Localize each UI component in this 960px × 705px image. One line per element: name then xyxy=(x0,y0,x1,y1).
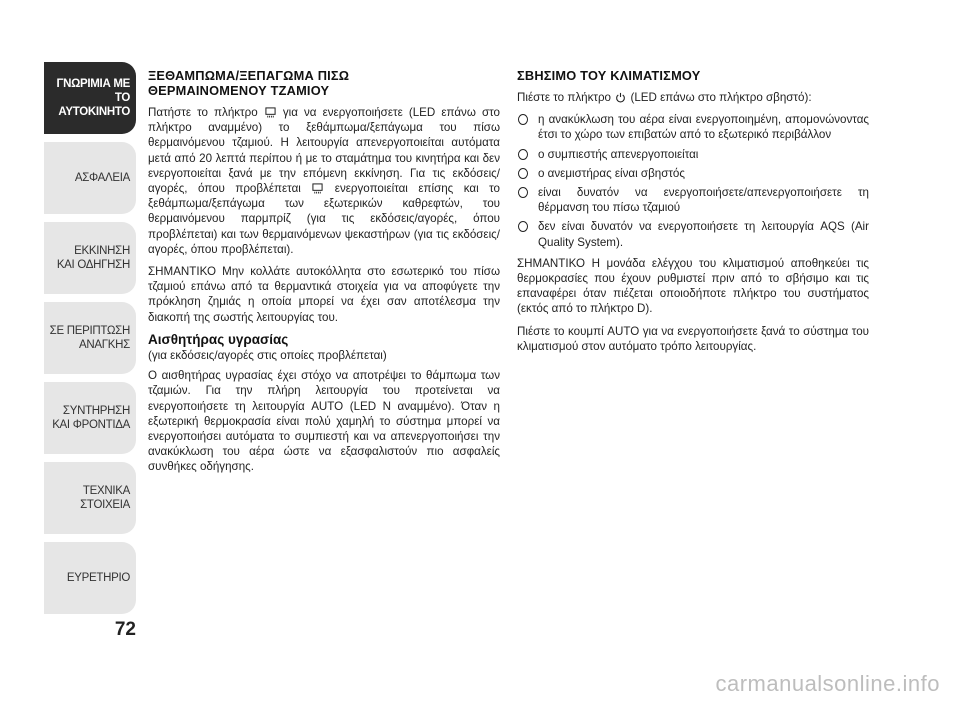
watermark: carmanualsonline.info xyxy=(715,671,940,696)
section-title-ac-off xyxy=(517,68,869,83)
text-run: Πατήστε το πλήκτρο xyxy=(148,106,258,119)
tab-label: ΣΥΝΤΗΡΗΣΗ ΚΑΙ ΦΡΟΝΤΙΔΑ xyxy=(52,405,130,431)
left-column xyxy=(148,68,500,482)
circle-bullet-icon xyxy=(518,187,528,198)
title-line: ΣΒΗΣΙΜΟ ΤΟΥ ΚΛΙΜΑΤΙΣΜΟΥ xyxy=(517,68,701,83)
paragraph-rear-defrost xyxy=(148,105,500,257)
paragraph-important-memory: ΣΗΜΑΝΤΙΚΟ Η μονάδα ελέγχου του κλιματισμού αποθηκεύει τις θερμοκρασίες που έχουν ρυθμιστεί πριν από το σβήσιμο και τις επαναφέρει όταν πιέζεται οποιοδήποτε πλήκτρο του συστήματος (εκτός από το πλήκτρο D). xyxy=(517,256,869,316)
ac-off-effects-list xyxy=(517,112,869,250)
list-item xyxy=(517,219,869,249)
text-run: για να ενεργοποιήσετε (LED επάνω στο πλήκτρο αναμμένο) το ξεθάμπωμα/ξεπάγωμα του πίσω θερμαινόμενου τζαμιού. Η λειτουργία απενεργοποιείται αυτόματα μετά από 20 λεπτά περίπου ή με το σταμάτημα του κινητήρα και δεν ενεργοποιείται ξανά με την επόμενη εκκίνηση. Για τις εκδόσεις/αγορές, όπου προβλέπεται xyxy=(148,106,500,196)
rear-defrost-icon xyxy=(312,183,323,194)
humidity-sensor-note: (για εκδόσεις/αγορές στις οποίες προβλέπεται) xyxy=(148,349,387,363)
tab-getting-to-know[interactable] xyxy=(44,62,136,134)
list-item-text: ο συμπιεστής απενεργοποιείται xyxy=(538,147,699,161)
tab-label: ΤΕΧΝΙΚΑ ΣΤΟΙΧΕΙΑ xyxy=(80,485,130,511)
tab-label: ΑΣΦΑΛΕΙΑ xyxy=(74,172,130,184)
list-item xyxy=(517,185,869,215)
tab-starting-driving[interactable] xyxy=(44,222,136,294)
text-run: ενεργοποιείται επίσης και το ξεθάμπωμα/ξεπάγωμα των εξωτερικών καθρεφτών, του θερμαινόμενου παρμπρίζ (για τις εκδόσεις/αγορές, όπου προβλέπεται) και των θερμαινόμενων ψεκαστήρων (για τις εκδόσεις/αγορές, όπου προβλέπεται). xyxy=(148,182,500,256)
tab-label: ΕΚΚΙΝΗΣΗ ΚΑΙ ΟΔΗΓΗΣΗ xyxy=(56,245,130,271)
list-item-text: δεν είναι δυνατόν να ενεργοποιήσετε τη λειτουργία AQS (Air Quality System). xyxy=(538,220,869,249)
paragraph-important-stickers: ΣΗΜΑΝΤΙΚΟ Μην κολλάτε αυτοκόλλητα στο εσωτερικό του πίσω τζαμιού επάνω από τα θερμαντικά στοιχεία για να αποφύγετε την πρόκληση ζημιάς η οποία μπορεί να έχει σαν αποτέλεσμα την διακοπή της σωστής λειτουργίας του. xyxy=(148,265,500,324)
circle-bullet-icon xyxy=(518,221,528,232)
tab-index[interactable] xyxy=(44,542,136,614)
paragraph-auto-restart: Πιέστε το κουμπί AUTO για να ενεργοποιήσετε ξανά το σύστημα του κλιματισμού στον αυτόματο τρόπο λειτουργίας. xyxy=(517,324,869,353)
tab-label: ΓΝΩΡΙΜΙΑ ΜΕ ΤΟ ΑΥΤΟΚΙΝΗΤΟ xyxy=(56,78,130,118)
humidity-sensor-heading: Αισθητήρας υγρασίας xyxy=(148,331,289,347)
text-run: Πιέστε το πλήκτρο xyxy=(517,91,611,104)
tab-technical-data[interactable] xyxy=(44,462,136,534)
section-title-rear-defrost xyxy=(148,68,500,98)
tab-label: ΣΕ ΠΕΡΙΠΤΩΣΗ ΑΝΑΓΚΗΣ xyxy=(49,325,130,351)
list-item-text: η ανακύκλωση του αέρα είναι ενεργοποιημένη, απομονώνοντας έτσι το χώρο των επιβατών από το εξωτερικό περιβάλλον xyxy=(538,113,869,142)
paragraph-humidity-sensor: Ο αισθητήρας υγρασίας έχει στόχο να αποτρέψει το θάμπωμα των τζαμιών. Για την πλήρη λειτουργία του προτείνεται να ενεργοποιήσετε τη λειτουργία AUTO (LED N αναμμένο). Όταν η εξωτερική θερμοκρασία είναι πολύ χαμηλή το σύστημα μπορεί να ενεργοποιήσει αυτόματα το συμπιεστή και να απενεργοποιήσει την ανακύκλωση του αέρα ώστε να εξασφαλιστούν πιο ασφαλείς συνθήκες οδήγησης. xyxy=(148,369,500,474)
text-run: (LED επάνω στο πλήκτρο σβηστό): xyxy=(630,91,812,104)
list-item xyxy=(517,112,869,142)
circle-bullet-icon xyxy=(518,114,528,125)
title-line: ΞΕΘΑΜΠΩΜΑ/ΞΕΠΑΓΩΜΑ ΠΙΣΩ xyxy=(148,68,350,83)
tab-maintenance[interactable] xyxy=(44,382,136,454)
list-item xyxy=(517,166,869,181)
title-line: ΘΕΡΜΑΙΝΟΜΕΝΟΥ ΤΖΑΜΙΟΥ xyxy=(148,83,330,98)
circle-bullet-icon xyxy=(518,168,528,179)
tab-emergency[interactable] xyxy=(44,302,136,374)
rear-defrost-icon xyxy=(265,107,276,118)
right-column xyxy=(517,68,869,361)
list-item-text: ο ανεμιστήρας είναι σβηστός xyxy=(538,166,685,180)
circle-bullet-icon xyxy=(518,149,528,160)
tab-safety[interactable] xyxy=(44,142,136,214)
list-item xyxy=(517,147,869,162)
tab-label: ΕΥΡΕΤΗΡΙΟ xyxy=(66,572,130,584)
power-icon xyxy=(615,92,626,103)
paragraph-ac-off-intro xyxy=(517,90,869,105)
list-item-text: είναι δυνατόν να ενεργοποιήσετε/απενεργοποιήσετε τη θέρμανση του πίσω τζαμιού xyxy=(538,186,869,215)
page-number: 72 xyxy=(114,619,136,640)
